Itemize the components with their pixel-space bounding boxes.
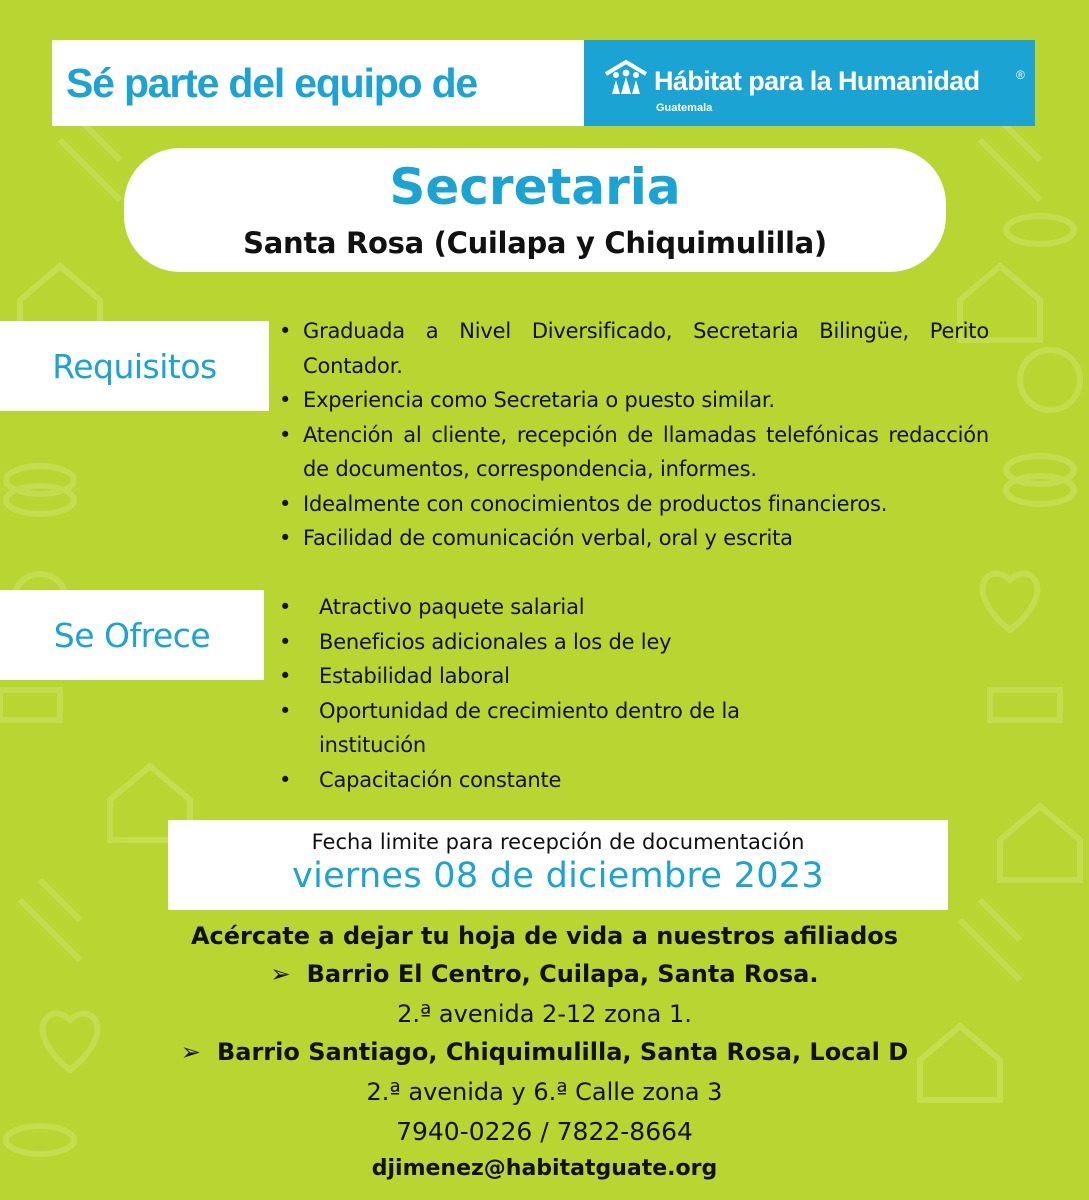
requirement-item: • Atención al cliente, recepción de llamadas telefónicas redacción de documentos, correspondencia, informes. [275, 418, 989, 487]
arrow-bullet-icon: ➢ [270, 960, 291, 988]
offer-item: • Estabilidad laboral [276, 659, 836, 694]
office2-line [0, 1038, 1089, 1066]
org-name: Hábitat para la Humanidad [654, 66, 980, 96]
requirements-label: Requisitos [52, 346, 217, 386]
job-location: Santa Rosa (Cuilapa y Chiquimulilla) [243, 226, 827, 260]
offer-item: • Oportunidad de crecimiento dentro de la institución [276, 694, 836, 763]
deadline-label: Fecha limite para recepción de documentación [311, 830, 805, 854]
arrow-bullet-icon: ➢ [180, 1038, 201, 1066]
offer-label: Se Ofrece [53, 615, 211, 655]
offer-item: • Capacitación constante [276, 763, 836, 798]
requirement-item: • Experiencia como Secretaria o puesto similar. [275, 383, 989, 418]
deadline-date: viernes 08 de diciembre 2023 [292, 856, 824, 896]
header-tagline: Sé parte del equipo de [66, 59, 478, 106]
requirement-item: • Idealmente con conocimientos de productos financieros. [275, 487, 989, 522]
office2-name: Barrio Santiago, Chiquimulilla, Santa Rosa, Local D [216, 1038, 909, 1066]
job-title: Secretaria [389, 158, 681, 216]
org-registered-mark: ® [1016, 68, 1025, 82]
office2-address: 2.ª avenida y 6.ª Calle zona 3 [366, 1078, 723, 1106]
office1-address: 2.ª avenida 2-12 zona 1. [397, 1000, 692, 1028]
office1-line [0, 960, 1089, 988]
contact-email[interactable]: djimenez@habitatguate.org [371, 1156, 718, 1181]
offer-item: • Beneficios adicionales a los de ley [276, 625, 836, 660]
org-country: Guatemala [656, 102, 713, 114]
requirement-item: • Graduada a Nivel Diversificado, Secretaria Bilingüe, Perito Contador. [275, 314, 989, 383]
requirement-item: • Facilidad de comunicación verbal, oral y escrita [275, 521, 989, 556]
offer-item: • Atractivo paquete salarial [276, 590, 836, 625]
contact-heading: Acércate a dejar tu hoja de vida a nuestros afiliados [190, 922, 899, 950]
contact-phones: 7940-0226 / 7822-8664 [396, 1117, 693, 1146]
office1-name: Barrio El Centro, Cuilapa, Santa Rosa. [306, 960, 819, 988]
